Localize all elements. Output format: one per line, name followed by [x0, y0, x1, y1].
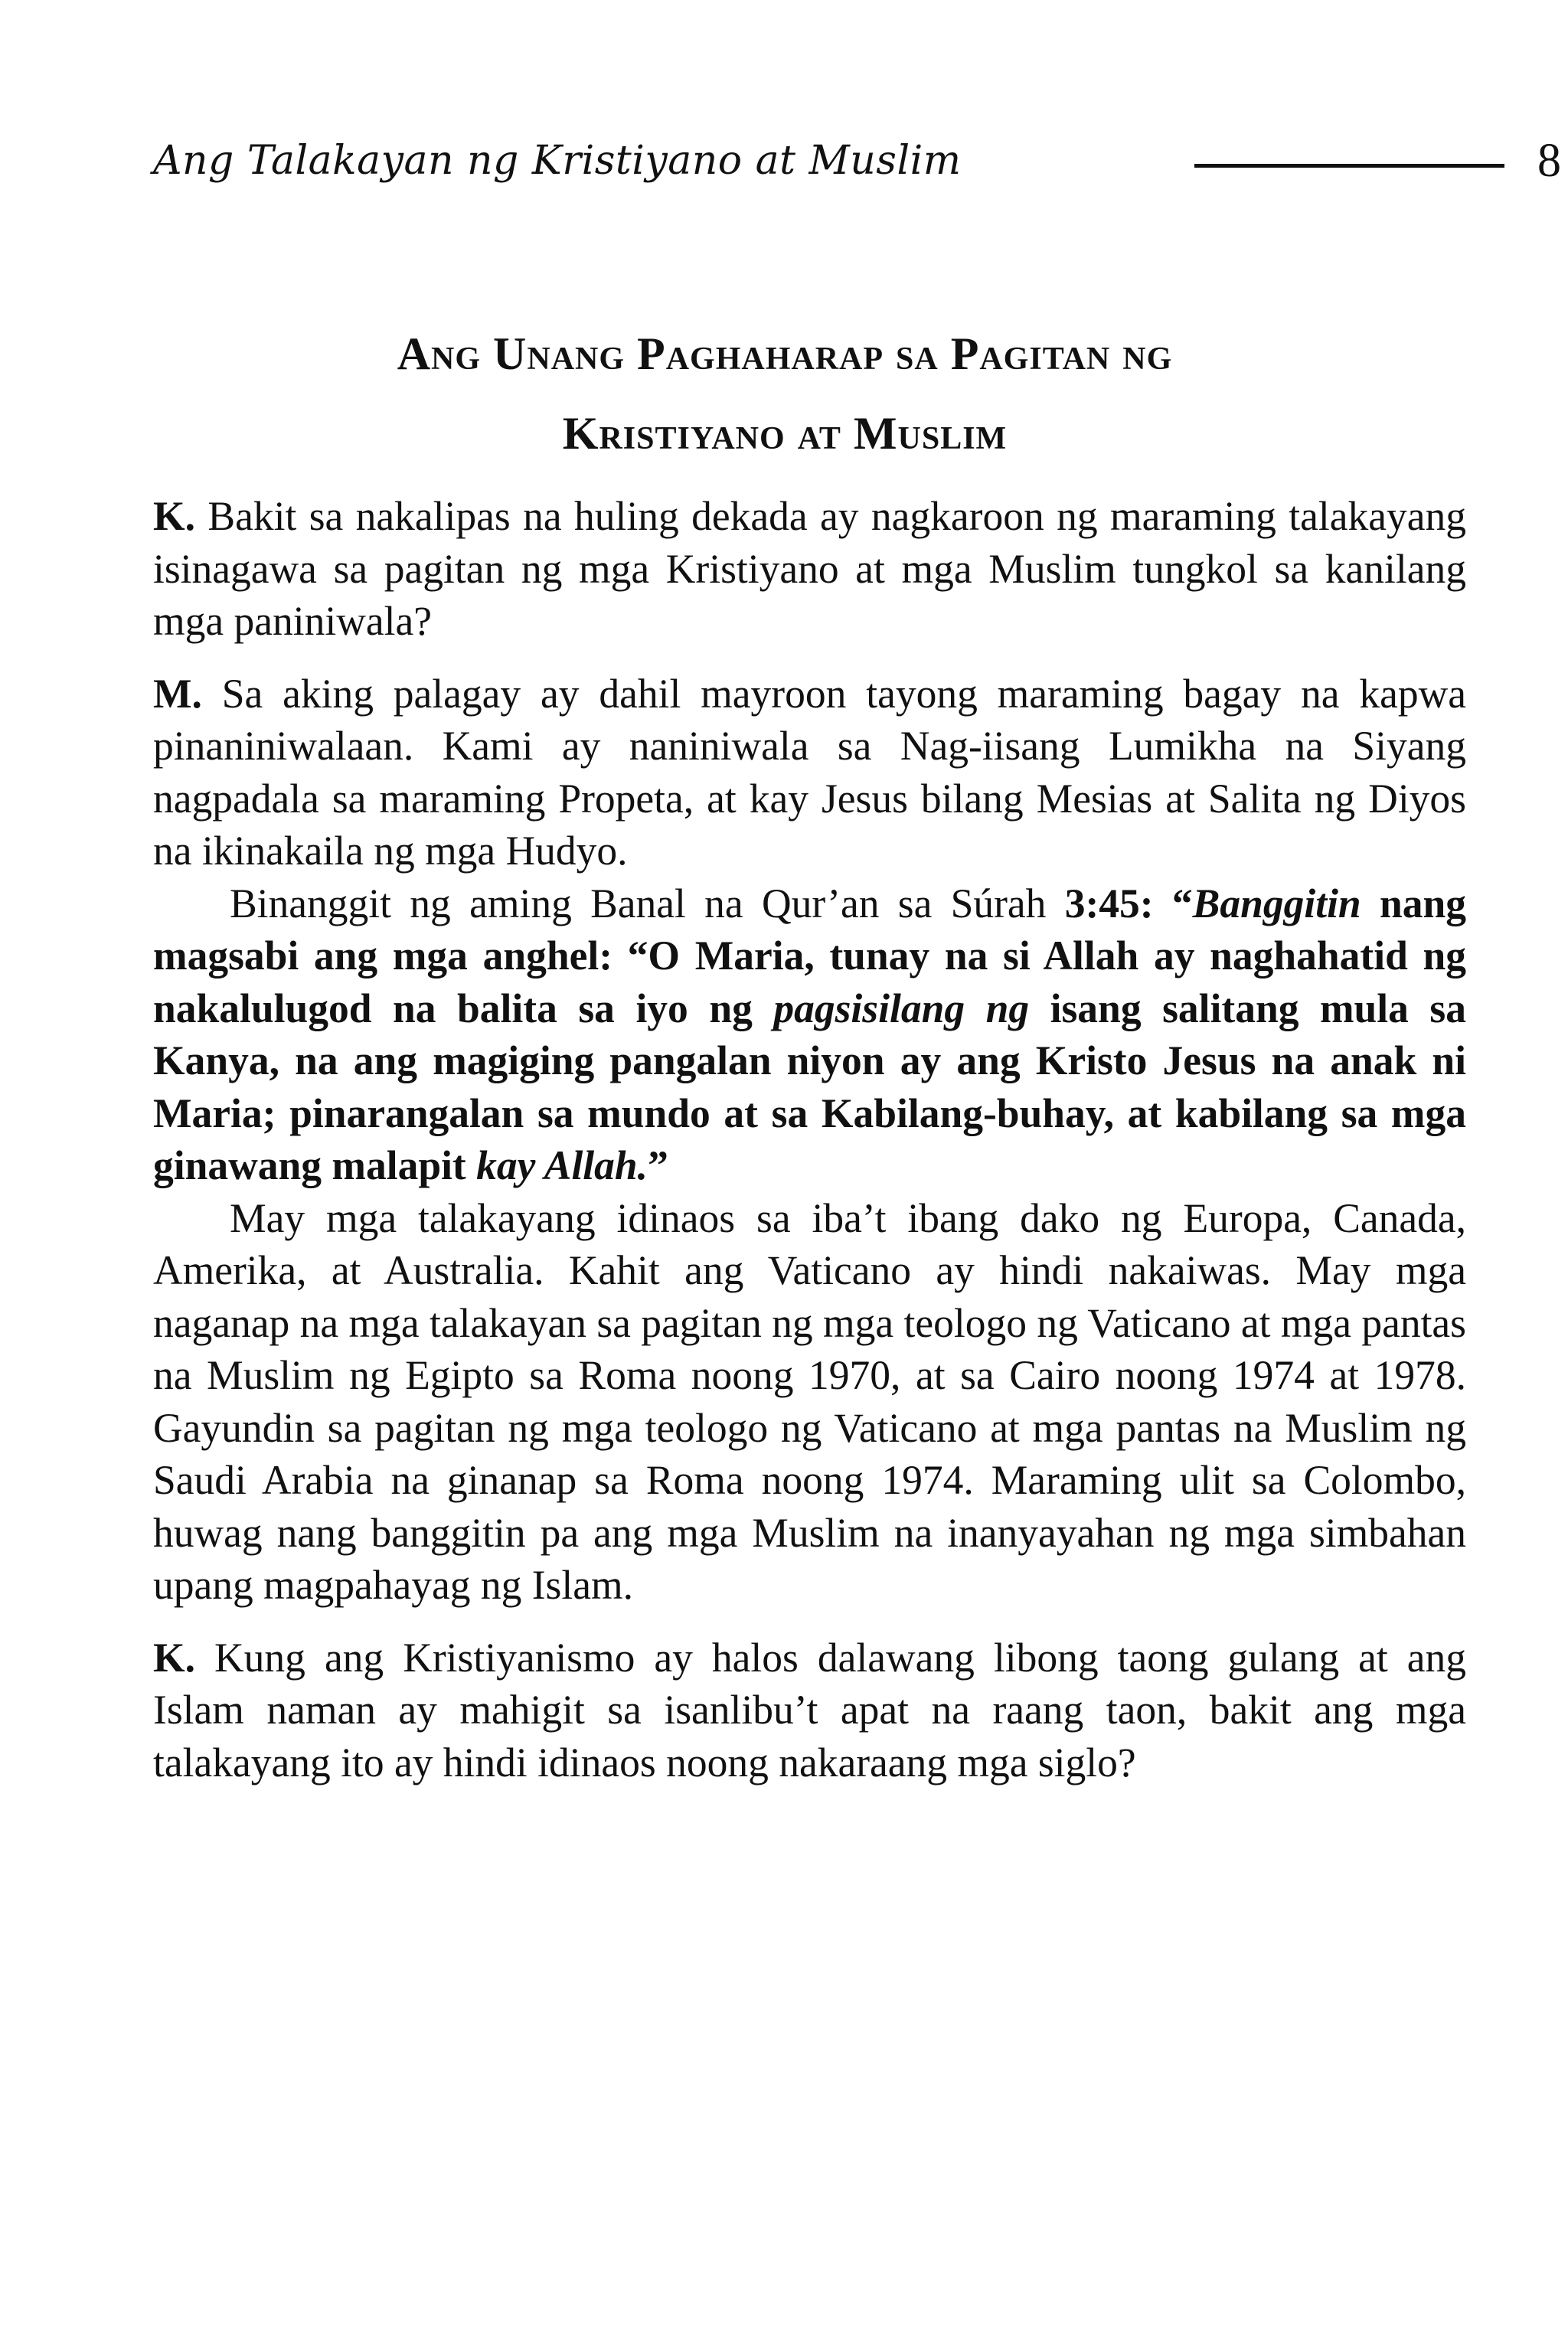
chapter-title-line-2: Kristiyano at Muslim — [562, 408, 1008, 459]
question-label: K. — [153, 493, 195, 539]
question-text: Bakit sa nakalipas na huling dekada ay nagkaroon ng maraming talakayang isinagawa sa pagitan ng mga Kristiyano at mga Muslim tungkol sa kanilang mga paniniwala? — [153, 493, 1467, 644]
page-number: 8 — [1537, 135, 1561, 187]
quote-intro: Binanggit ng aming Banal na Qur’an sa Súrah — [230, 880, 1065, 926]
answer-label: M. — [153, 670, 202, 717]
surah-reference: 3:45: — [1064, 880, 1154, 926]
question-paragraph — [153, 490, 1466, 648]
question-2-text: Kung ang Kristiyanismo ay halos dalawang libong taong gulang at ang Islam naman ay mahigit sa isanlibu’t apat na raang taon, bakit ang mga talakayang ito ay hindi idinaos noong nakaraang mga siglo? — [153, 1634, 1467, 1785]
quote-italic-banggitin: Banggitin — [1192, 880, 1361, 926]
header-rule — [1194, 164, 1504, 168]
chapter-title-line-1: Ang Unang Paghaharap sa Pagitan ng — [397, 328, 1173, 379]
chapter-title — [107, 314, 1462, 473]
meetings-paragraph: May mga talakayang idinaos sa iba’t ibang dako ng Europa, Canada, Amerika, at Australia. Kahit ang Vaticano ay hindi nakaiwas. May mga naganap na mga talakayan sa pagitan ng mga teologo ng Vaticano at mga pantas na Muslim ng Egipto sa Roma noong 1970, at sa Cairo noong 1974 at 1978. Gayundin sa pagitan ng mga teologo ng Vaticano at mga pantas na Muslim ng Saudi Arabia na ginanap sa Roma noong 1974. Maraming ulit sa Colombo, huwag nang banggitin pa ang mga Muslim na inanyayahan ng mga simbahan upang magpahayag ng Islam. — [153, 1194, 1466, 1608]
question-2-label: K. — [153, 1634, 195, 1681]
question-2-paragraph — [153, 1632, 1466, 1789]
quran-quote-paragraph — [153, 877, 1466, 1192]
running-title: Ang Talakayan ng Kristiyano at Muslim — [153, 138, 962, 184]
answer-paragraph — [153, 668, 1466, 877]
quote-text-2: isang salitang mula sa Kanya, na ang magiging pangalan niyon ay ang Kristo Jesus na anak ni Maria; pinarangalan sa mundo at sa Kabilang-buhay, at kabilang sa mga ginawang malapit — [153, 985, 1466, 1188]
quote-text-1: nang magsabi ang mga anghel: “O Maria, tunay na si Allah ay naghahatid ng nakalulugod na balita sa iyo ng — [153, 880, 1466, 1031]
quote-italic-pagsisilang: pagsisilang ng — [773, 985, 1030, 1031]
quote-open-mark: “ — [1171, 880, 1193, 926]
quote-italic-kay-allah: kay Allah. — [476, 1142, 648, 1188]
body-text — [153, 490, 1466, 1789]
quote-close-mark: ” — [648, 1142, 668, 1188]
running-header — [153, 130, 1561, 191]
answer-text: Sa aking palagay ay dahil mayroon tayong maraming bagay na kapwa pinaniniwalaan. Kami ay naniniwala sa Nag-iisang Lumikha na Siyang nagpadala sa maraming Propeta, at kay Jesus bilang Mesias at Salita ng Diyos na ikinakaila ng mga Hudyo. — [153, 670, 1467, 874]
